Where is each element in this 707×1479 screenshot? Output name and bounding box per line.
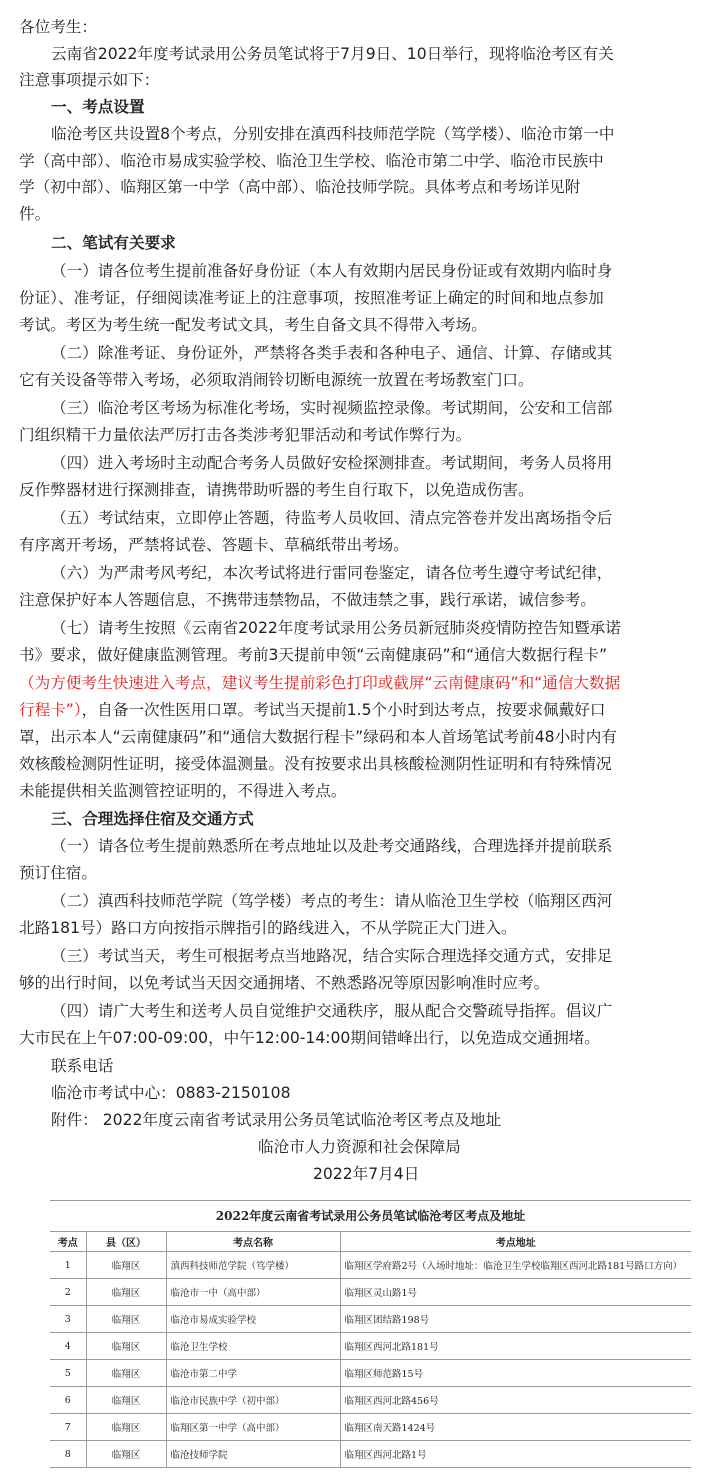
county-cell: 临翔区 — [86, 1441, 166, 1468]
issue-date: 2022年7月4日 — [313, 1165, 420, 1183]
paragraph-line: 罩，出示本人“云南健康码”和“通信大数据行程卡”绿码和本人首场笔试考前48小时内有 — [19, 728, 617, 746]
table-row — [50, 1279, 691, 1306]
paragraph-line: 效核酸检测阴性证明，接受体温测量。没有按要求出具核酸检测阴性证明和有特殊情况 — [19, 755, 612, 773]
header-site-address: 考点地址 — [340, 1232, 691, 1252]
paragraph-line: 书》要求，做好健康监测管理。考前3天提前申领“云南健康码”和“通信大数据行程卡” — [19, 646, 608, 664]
paragraph-line: 注意保护好本人答题信息，不携带违禁物品，不做违禁之事，践行承诺，诚信参考。 — [19, 591, 596, 609]
site-no-cell: 4 — [50, 1333, 86, 1360]
header-site-name: 考点名称 — [166, 1232, 340, 1252]
attachment-table — [50, 1200, 691, 1468]
table-row — [50, 1387, 691, 1414]
paragraph-line: （四）进入考场时主动配合考务人员做好安检探测排查。考试期间，考务人员将用 — [51, 454, 613, 472]
county-cell: 临翔区 — [86, 1333, 166, 1360]
site-no-cell: 1 — [50, 1252, 86, 1279]
paragraph-line — [19, 697, 605, 723]
attachment-note: 附件： 2022年度云南省考试录用公务员笔试临沧考区考点及地址 — [51, 1111, 502, 1129]
paragraph-line: 学（高中部）、临沧市易成实验学校、临沧卫生学校、临沧市第二中学、临沧市民族中 — [19, 152, 604, 170]
site-name-cell: 临沧技师学院 — [166, 1441, 340, 1468]
site-no-cell: 8 — [50, 1441, 86, 1468]
paragraph-line: 临沧考区共设置8个考点，分别安排在滇西科技师范学院（笃学楼）、临沧市第一中 — [51, 125, 615, 143]
site-name-cell: 临翔区第一中学（高中部） — [166, 1414, 340, 1441]
paragraph-line: （一）请各位考生提前熟悉所在考点地址以及赴考交通路线，合理选择并提前联系 — [51, 837, 613, 855]
site-address-cell: 临翔区西河北路181号 — [340, 1333, 691, 1360]
site-no-cell: 6 — [50, 1387, 86, 1414]
paragraph-line: 有序离开考场，严禁将试卷、答题卡、草稿纸带出考场。 — [19, 536, 409, 554]
section-heading: 二、笔试有关要求 — [51, 234, 176, 252]
paragraph-line: 未能提供相关监测管控证明的，不得进入考点。 — [19, 782, 347, 800]
paragraph-line: 考试。考区为考生统一配发考试文具，考生自备文具不得带入考场。 — [19, 316, 487, 334]
site-name-cell: 临沧市易成实验学校 — [166, 1306, 340, 1333]
site-no-cell: 5 — [50, 1360, 86, 1387]
county-cell: 临翔区 — [86, 1387, 166, 1414]
contact-label: 联系电话 — [51, 1057, 114, 1075]
table-row — [50, 1333, 691, 1360]
site-address-cell: 临翔区西河北路456号 — [340, 1387, 691, 1414]
paragraph-line: （七）请考生按照《云南省2022年度考试录用公务员新冠肺炎疫情防控告知暨承诺 — [51, 619, 621, 637]
county-cell: 临翔区 — [86, 1414, 166, 1441]
highlight-line: （为方便考生快速进入考点，建议考生提前彩色打印或截屏“云南健康码”和“通信大数据 — [19, 674, 621, 692]
site-name-cell: 临沧市一中（高中部） — [166, 1279, 340, 1306]
county-cell: 临翔区 — [86, 1279, 166, 1306]
paragraph-line: 大市民在上午07:00-09:00，中午12:00-14:00期间错峰出行，以免造成交通拥堵。 — [19, 1029, 600, 1047]
county-cell: 临翔区 — [86, 1252, 166, 1279]
intro-line: 注意事项提示如下： — [19, 71, 160, 89]
county-cell: 临翔区 — [86, 1360, 166, 1387]
table-row — [50, 1360, 691, 1387]
table-row — [50, 1441, 691, 1468]
issuer: 临沧市人力资源和社会保障局 — [258, 1138, 461, 1156]
site-name-cell: 临沧卫生学校 — [166, 1333, 340, 1360]
site-address-cell: 临翔区师范路15号 — [340, 1360, 691, 1387]
paragraph-line: 它有关设备等带入考场，必须取消闹铃切断电源统一放置在考场教室门口。 — [19, 371, 534, 389]
paragraph-line: 份证）、准考证，仔细阅读准考证上的注意事项，按照准考证上确定的时间和地点参加 — [19, 289, 604, 307]
site-no-cell: 2 — [50, 1279, 86, 1306]
site-no-cell: 3 — [50, 1306, 86, 1333]
paragraph-line: （四）请广大考生和送考人员自觉维护交通秩序，服从配合交警疏导指挥。倡议广 — [51, 1002, 613, 1020]
site-name-cell: 临沧市民族中学（初中部） — [166, 1387, 340, 1414]
paragraph-line: （三）临沧考区考场为标准化考场，实时视频监控录像。考试期间，公安和工信部 — [51, 399, 613, 417]
county-cell: 临翔区 — [86, 1306, 166, 1333]
contact-phone: 临沧市考试中心：0883-2150108 — [51, 1084, 291, 1102]
site-address-cell: 临翔区灵山路1号 — [340, 1279, 691, 1306]
paragraph-line: （二）滇西科技师范学院（笃学楼）考点的考生：请从临沧卫生学校（临翔区西河 — [51, 892, 613, 910]
exam-sites-table — [50, 1231, 691, 1468]
greeting: 各位考生： — [19, 18, 97, 36]
section-heading: 三、合理选择住宿及交通方式 — [51, 810, 254, 828]
site-address-cell: 临翔区西河北路1号 — [340, 1441, 691, 1468]
paragraph-line: 反作弊器材进行探测排查，请携带助听器的考生自行取下，以免造成伤害。 — [19, 481, 534, 499]
paragraph-line: 件。 — [19, 205, 51, 223]
table-row — [50, 1252, 691, 1279]
paragraph-line: 门组织精干力量依法严厉打击各类涉考犯罪活动和考试作弊行为。 — [19, 426, 472, 444]
paragraph-line: （一）请各位考生提前准备好身份证（本人有效期内居民身份证或有效期内临时身 — [51, 262, 613, 280]
paragraph-line: （二）除准考证、身份证外，严禁将各类手表和各种电子、通信、计算、存储或其 — [51, 344, 613, 362]
paragraph-line: 学（初中部）、临翔区第一中学（高中部）、临沧技师学院。具体考点和考场详见附 — [19, 178, 581, 196]
paragraph-line: 预订住宿。 — [19, 864, 97, 882]
intro-line: 云南省2022年度考试录用公务员笔试将于7月9日、10日举行，现将临沧考区有关 — [51, 45, 614, 63]
paragraph-line: 北路181号）路口方向按指示牌指引的路线进入，不从学院正大门进入。 — [19, 919, 517, 937]
table-row — [50, 1306, 691, 1333]
paragraph-line: （三）考试当天，考生可根据考点当地路况，结合实际合理选择交通方式，安排足 — [51, 947, 613, 965]
paragraph-text: ，自备一次性医用口罩。考试当天提前1.5个小时到达考点，按要求佩戴好口 — [81, 701, 606, 719]
paragraph-line: （五）考试结束，立即停止答题，待监考人员收回、清点完答卷并发出离场指令后 — [51, 509, 613, 527]
table-row — [50, 1414, 691, 1441]
paragraph-line: 够的出行时间，以免考试当天因交通拥堵、不熟悉路况等原因影响准时应考。 — [19, 974, 550, 992]
paragraph-line: （六）为严肃考风考纪，本次考试将进行雷同卷鉴定，请各位考生遵守考试纪律， — [51, 564, 613, 582]
site-name-cell: 临沧市第二中学 — [166, 1360, 340, 1387]
site-name-cell: 滇西科技师范学院（笃学楼） — [166, 1252, 340, 1279]
highlight-text: 行程卡”） — [19, 701, 82, 719]
header-county: 县（区） — [86, 1232, 166, 1252]
table-header-row — [50, 1232, 691, 1252]
site-address-cell: 临翔区学府路2号（入场时地址：临沧卫生学校临翔区西河北路181号路口方向） — [340, 1252, 691, 1279]
header-site-no: 考点 — [50, 1232, 86, 1252]
site-no-cell: 7 — [50, 1414, 86, 1441]
site-address-cell: 临翔区南天路1424号 — [340, 1414, 691, 1441]
site-address-cell: 临翔区团结路198号 — [340, 1306, 691, 1333]
table-title: 2022年度云南省考试录用公务员笔试临沧考区考点及地址 — [50, 1200, 691, 1231]
section-heading: 一、考点设置 — [51, 98, 145, 116]
